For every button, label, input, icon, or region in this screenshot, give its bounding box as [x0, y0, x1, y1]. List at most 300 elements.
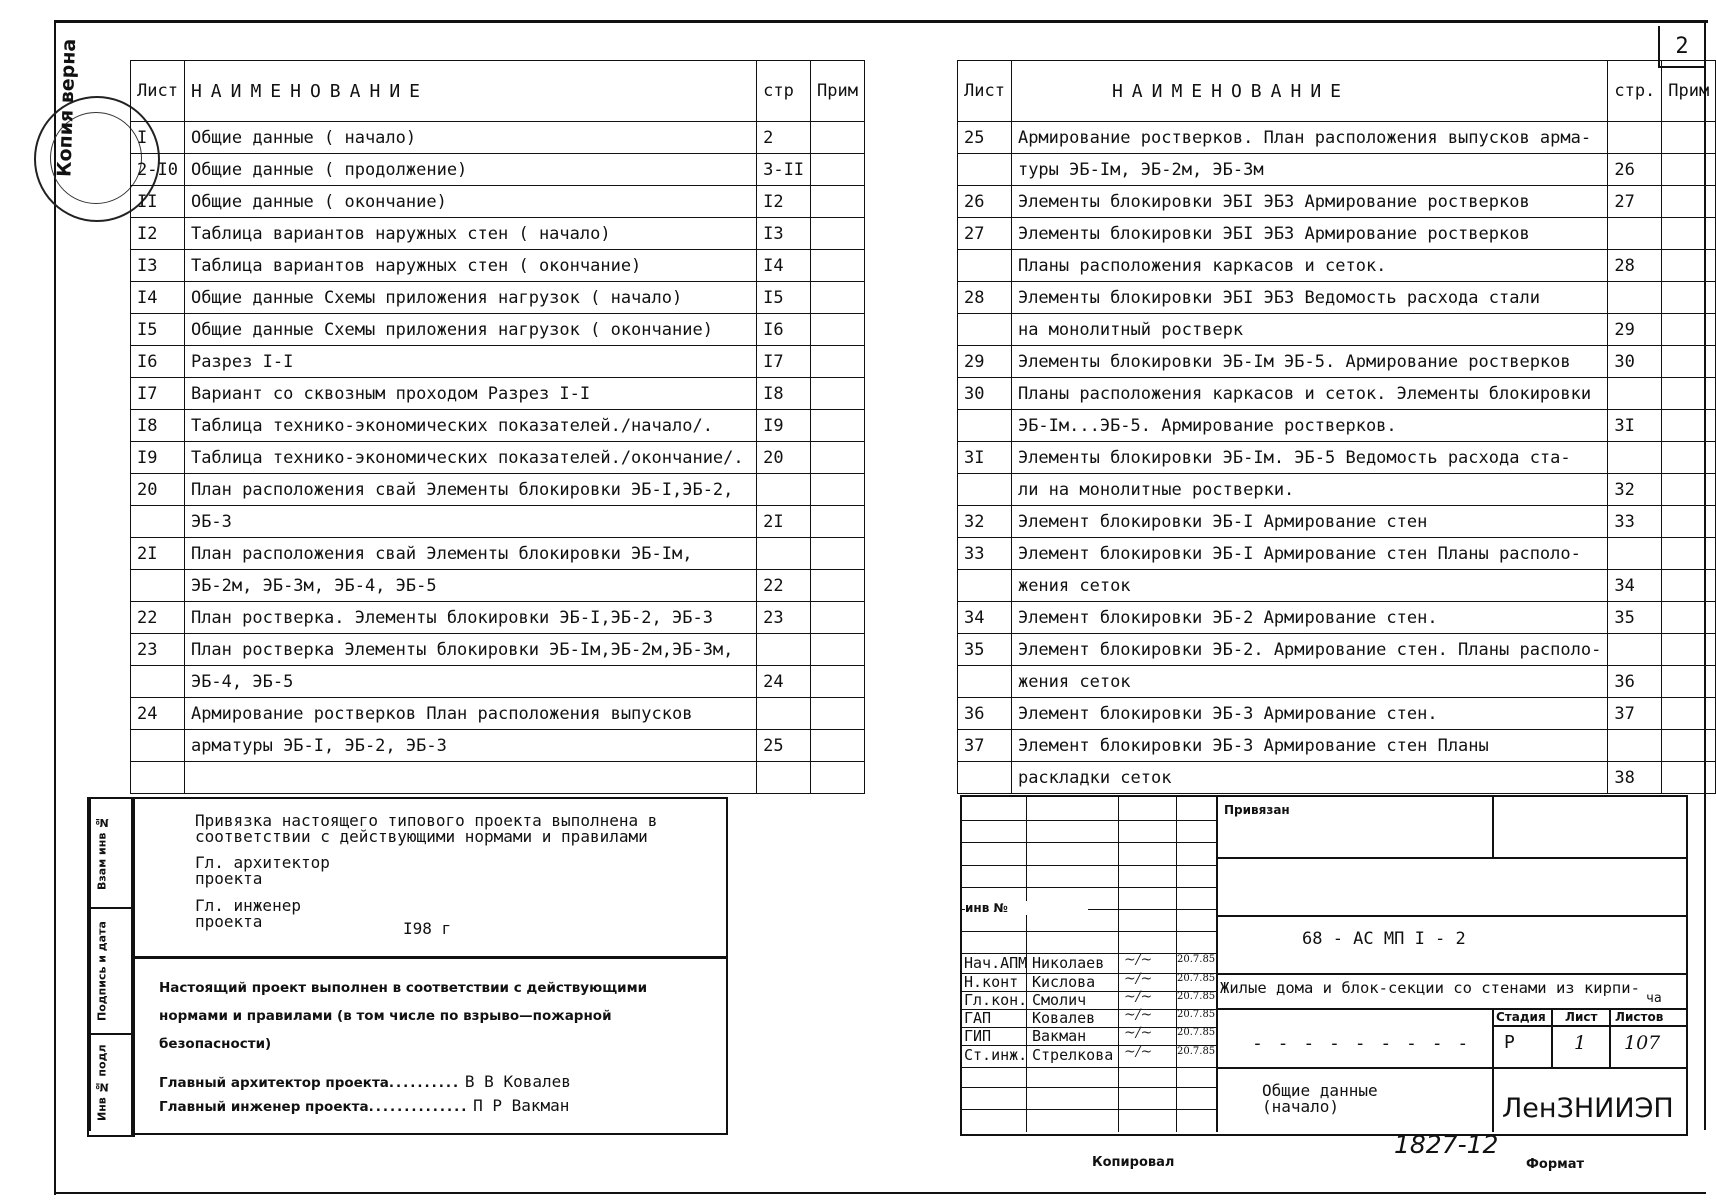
note-cell	[1662, 154, 1716, 186]
toc-row	[958, 666, 1716, 698]
note-cell	[1662, 122, 1716, 154]
sheet-number-cell: I4	[131, 282, 185, 314]
copied-by-label: Копировал	[1092, 1155, 1175, 1170]
sheet-number-cell: 23	[131, 634, 185, 666]
chief-engineer-label: Гл. инженер	[195, 896, 301, 915]
header-note: Прим	[1662, 61, 1716, 122]
page-cell: I7	[757, 346, 811, 378]
grid-line	[962, 820, 1216, 821]
sheet-number-cell: I9	[131, 442, 185, 474]
note-cell	[811, 282, 865, 314]
toc-row	[958, 634, 1716, 666]
page-cell: 2	[757, 122, 811, 154]
sheet-number-cell: 25	[958, 122, 1012, 154]
handwritten-signature: ~/~	[1124, 1025, 1153, 1041]
page-cell	[757, 698, 811, 730]
page-cell	[1608, 122, 1662, 154]
sheet-number-cell: I8	[131, 410, 185, 442]
toc-row	[958, 186, 1716, 218]
sheet-number-cell	[131, 666, 185, 698]
sheet-number-cell: 22	[131, 602, 185, 634]
title-cell: Элемент блокировки ЭБ-I Армирование стен	[1011, 506, 1607, 538]
note-cell	[1662, 666, 1716, 698]
sheet-number-cell: I6	[131, 346, 185, 378]
note-cell	[1662, 282, 1716, 314]
note-cell	[811, 250, 865, 282]
sheet-title	[1262, 1083, 1378, 1115]
title-cell: Армирование ростверков План расположения выпусков	[184, 698, 756, 730]
toc-row	[958, 378, 1716, 410]
title-cell: арматуры ЭБ-I, ЭБ-2, ЭБ-3	[184, 730, 756, 762]
grid-line	[1551, 1008, 1553, 1067]
title-cell: Разрез I-I	[184, 346, 756, 378]
handwritten-signature: ~/~	[1124, 1007, 1153, 1023]
toc-header-row	[958, 61, 1716, 122]
document-code: 68 - АС МП I - 2	[1302, 929, 1466, 949]
toc-row	[131, 346, 865, 378]
sheet-number-cell: 3I	[958, 442, 1012, 474]
toc-header-row	[131, 61, 865, 122]
sheet-number-cell: 29	[958, 346, 1012, 378]
sheets-value: 107	[1624, 1032, 1661, 1054]
year-field: I98 г	[403, 919, 452, 938]
sheet-number-cell: 32	[958, 506, 1012, 538]
title-cell: План расположения свай Элементы блокировки ЭБ-I,ЭБ-2,	[184, 474, 756, 506]
sheet-number-cell: 26	[958, 186, 1012, 218]
page-cell: 25	[757, 730, 811, 762]
note-cell	[811, 410, 865, 442]
chief-architect-label: Гл. архитектор	[195, 853, 330, 872]
page-cell: 22	[757, 570, 811, 602]
signature-name: Вакман	[1032, 1027, 1087, 1045]
page-cell	[757, 634, 811, 666]
note-cell	[1662, 506, 1716, 538]
page-cell	[757, 538, 811, 570]
label-replacement-inv: Взам инв №	[89, 799, 113, 907]
note-cell	[1662, 698, 1716, 730]
note-cell	[811, 154, 865, 186]
toc-row	[131, 410, 865, 442]
page-cell: 28	[1608, 250, 1662, 282]
page-cell	[1608, 282, 1662, 314]
compliance-note	[131, 956, 728, 1135]
title-cell: Общие данные ( окончание)	[184, 186, 756, 218]
title-cell: Таблица вариантов наружных стен ( начало)	[184, 218, 756, 250]
toc-row	[958, 602, 1716, 634]
binding-note-line2: соответствии с действующими нормами и правилами	[195, 827, 648, 846]
sheet-number-cell	[131, 730, 185, 762]
inv-number-label: инв №	[965, 901, 1088, 915]
title-cell: Планы расположения каркасов и сеток.	[1011, 250, 1607, 282]
signature-name: Ковалев	[1032, 1009, 1096, 1027]
page-cell: I3	[757, 218, 811, 250]
page-cell	[1608, 442, 1662, 474]
title-cell: на монолитный ростверк	[1011, 314, 1607, 346]
toc-row	[958, 730, 1716, 762]
title-cell: Элемент блокировки ЭБ-3 Армирование стен.	[1011, 698, 1607, 730]
signature-date: 20.7.85	[1177, 973, 1216, 984]
sheet-number-cell: I3	[131, 250, 185, 282]
toc-table-right	[957, 60, 1716, 794]
note-cell	[1662, 570, 1716, 602]
note-cell	[811, 122, 865, 154]
page-cell: 35	[1608, 602, 1662, 634]
grid-line	[962, 931, 1216, 932]
sheet-number-cell: I5	[131, 314, 185, 346]
toc-row	[131, 698, 865, 730]
title-cell: План ростверка Элементы блокировки ЭБ-Iм,ЭБ-2м,ЭБ-3м,	[184, 634, 756, 666]
chief-architect-label-2: проекта	[195, 869, 263, 888]
note-cell	[1662, 474, 1716, 506]
header-title: НАИМЕНОВАНИЕ	[184, 61, 756, 122]
sheet-number-cell: I	[131, 122, 185, 154]
note-cell	[811, 538, 865, 570]
sheets-label: Листов	[1615, 1010, 1664, 1024]
stamp-text: Копия верна	[53, 38, 81, 178]
title-cell: Таблица технико-экономических показателей./окончание/.	[184, 442, 756, 474]
title-cell: Общие данные ( продолжение)	[184, 154, 756, 186]
toc-row	[958, 154, 1716, 186]
title-cell: Элемент блокировки ЭБ-I Армирование стен Планы располо-	[1011, 538, 1607, 570]
note-cell	[811, 666, 865, 698]
toc-row	[131, 378, 865, 410]
sheet-title-line2: (начало)	[1262, 1097, 1340, 1116]
page-cell: 34	[1608, 570, 1662, 602]
title-cell: ЭБ-4, ЭБ-5	[184, 666, 756, 698]
sheet-title-line1: Общие данные	[1262, 1081, 1378, 1100]
compliance-line1: Настоящий проект выполнен в соответствии с действующими	[159, 980, 648, 996]
toc-row	[131, 314, 865, 346]
toc-row	[131, 282, 865, 314]
title-cell: Элемент блокировки ЭБ-2. Армирование стен. Планы располо-	[1011, 634, 1607, 666]
page-cell: I9	[757, 410, 811, 442]
note-cell	[811, 474, 865, 506]
toc-row	[958, 346, 1716, 378]
header-title: НАИМЕНОВАНИЕ	[1011, 61, 1607, 122]
archive-number: 1827-12	[1394, 1130, 1499, 1159]
page-cell	[1608, 218, 1662, 250]
toc-row	[958, 474, 1716, 506]
toc-row	[131, 762, 865, 794]
toc-row	[958, 538, 1716, 570]
organization-name: ЛенЗНИИЭП	[1502, 1093, 1674, 1124]
note-cell	[1662, 538, 1716, 570]
header-note: Прим	[811, 61, 865, 122]
toc-row	[131, 538, 865, 570]
sheet-number-cell: 36	[958, 698, 1012, 730]
grid-line	[1216, 797, 1218, 1132]
note-cell	[1662, 314, 1716, 346]
page-cell: 33	[1608, 506, 1662, 538]
sheet-number-cell: 35	[958, 634, 1012, 666]
page-cell: 37	[1608, 698, 1662, 730]
title-cell: Общие данные Схемы приложения нагрузок ( окончание)	[184, 314, 756, 346]
grid-line	[962, 1067, 1216, 1068]
header-sheet: Лист	[958, 61, 1012, 122]
sheet-number-cell: 30	[958, 378, 1012, 410]
toc-row	[958, 250, 1716, 282]
sheet-number-cell	[131, 506, 185, 538]
toc-row	[958, 506, 1716, 538]
sheet-number: 2	[1658, 26, 1704, 68]
note-cell	[811, 570, 865, 602]
page-cell: 32	[1608, 474, 1662, 506]
page-cell: 27	[1608, 186, 1662, 218]
title-cell: Элемент блокировки ЭБ-3 Армирование стен Планы	[1011, 730, 1607, 762]
page-cell: 36	[1608, 666, 1662, 698]
stage-value: Р	[1504, 1032, 1515, 1053]
signature-date: 20.7.85	[1177, 954, 1216, 965]
sheet-number-cell	[958, 410, 1012, 442]
grid-line	[1216, 1067, 1686, 1069]
toc-row	[131, 730, 865, 762]
toc-row	[131, 122, 865, 154]
note-cell	[1662, 602, 1716, 634]
toc-row	[131, 442, 865, 474]
sheet-number-cell	[958, 250, 1012, 282]
sheet-number-cell	[958, 666, 1012, 698]
toc-row	[958, 442, 1716, 474]
title-cell: Планы расположения каркасов и сеток. Элементы блокировки	[1011, 378, 1607, 410]
page-cell	[1608, 730, 1662, 762]
toc-row	[958, 410, 1716, 442]
binding-note	[131, 797, 728, 959]
title-cell	[184, 762, 756, 794]
page-cell: 3-II	[757, 154, 811, 186]
toc-right-body	[958, 122, 1716, 794]
chief-architect-row: Главный архитектор проекта.......... В В Ковалев	[159, 1072, 571, 1091]
grid-line	[962, 1087, 1216, 1088]
title-cell: ЭБ-Iм...ЭБ-5. Армирование ростверков.	[1011, 410, 1607, 442]
sheet-value: 1	[1574, 1032, 1587, 1054]
note-cell	[811, 698, 865, 730]
compliance-line2: нормами и правилами (в том числе по взрыво—пожарной	[159, 1008, 612, 1024]
chief-engineer-label-2: проекта	[195, 912, 263, 931]
title-cell: ЭБ-3	[184, 506, 756, 538]
grid-line	[1216, 915, 1686, 917]
toc-row	[131, 474, 865, 506]
note-cell	[1662, 634, 1716, 666]
title-cell: ЭБ-2м, ЭБ-3м, ЭБ-4, ЭБ-5	[184, 570, 756, 602]
grid-line	[962, 887, 1216, 888]
title-cell: План расположения свай Элементы блокировки ЭБ-Iм,	[184, 538, 756, 570]
note-cell	[1662, 442, 1716, 474]
chief-engineer-name: П Р Вакман	[473, 1096, 570, 1115]
grid-line	[962, 1109, 1216, 1110]
page-cell	[757, 762, 811, 794]
grid-line	[1216, 857, 1686, 859]
toc-row	[131, 218, 865, 250]
toc-row	[958, 122, 1716, 154]
signature-role: ГИП	[964, 1027, 992, 1045]
signature-date: 20.7.85	[1177, 1027, 1216, 1038]
sheet-number-cell	[958, 762, 1012, 794]
handwritten-signature: ~/~	[1124, 989, 1153, 1005]
page-cell: 20	[757, 442, 811, 474]
header-page: стр.	[1608, 61, 1662, 122]
title-cell: Армирование ростверков. План расположения выпусков арма-	[1011, 122, 1607, 154]
placeholder-dashes: - - - - - - - - -	[1252, 1033, 1471, 1054]
grid-line	[1216, 973, 1686, 975]
page-cell: 30	[1608, 346, 1662, 378]
title-cell: ли на монолитные ростверки.	[1011, 474, 1607, 506]
note-cell	[811, 634, 865, 666]
signature-name: Смолич	[1032, 991, 1087, 1009]
signature-role: Ст.инж.	[964, 1046, 1028, 1064]
title-cell: Общие данные Схемы приложения нагрузок ( начало)	[184, 282, 756, 314]
sheet-number-cell: 28	[958, 282, 1012, 314]
page-cell: I6	[757, 314, 811, 346]
chief-engineer-label: Главный инженер проекта	[159, 1099, 369, 1115]
note-cell	[1662, 218, 1716, 250]
toc-row	[958, 218, 1716, 250]
toc-row	[958, 314, 1716, 346]
page-cell	[1608, 538, 1662, 570]
note-cell	[1662, 762, 1716, 794]
note-cell	[811, 506, 865, 538]
chief-architect-name: В В Ковалев	[464, 1072, 571, 1091]
title-cell: Элемент блокировки ЭБ-2 Армирование стен.	[1011, 602, 1607, 634]
signature-date: 20.7.85	[1177, 1046, 1216, 1057]
title-cell: Вариант со сквозным проходом Разрез I-I	[184, 378, 756, 410]
toc-row	[131, 666, 865, 698]
title-cell: Элементы блокировки ЭБI ЭБ3 Армирование ростверков	[1011, 186, 1607, 218]
note-cell	[811, 730, 865, 762]
note-cell	[811, 186, 865, 218]
title-cell: Элементы блокировки ЭБ-Iм ЭБ-5. Армирование ростверков	[1011, 346, 1607, 378]
chief-architect-label: Главный архитектор проекта	[159, 1075, 389, 1091]
frame-bottom-edge	[54, 1192, 1706, 1194]
sheet-number-cell: 2-I0	[131, 154, 185, 186]
note-cell	[1662, 250, 1716, 282]
page-cell	[1608, 378, 1662, 410]
toc-row	[131, 506, 865, 538]
title-cell: Элементы блокировки ЭБ-Iм. ЭБ-5 Ведомость расхода ста-	[1011, 442, 1607, 474]
toc-row	[958, 698, 1716, 730]
page-cell: I5	[757, 282, 811, 314]
sheet-number-cell: I2	[131, 218, 185, 250]
header-page: стр	[757, 61, 811, 122]
sheet-number-cell	[131, 570, 185, 602]
signature-name: Николаев	[1032, 954, 1105, 972]
sheet-number-cell	[958, 570, 1012, 602]
sheet-number-cell	[958, 474, 1012, 506]
signature-date: 20.7.85	[1177, 991, 1216, 1002]
page-cell: I8	[757, 378, 811, 410]
note-cell	[811, 442, 865, 474]
binding-note-line1: Привязка настоящего типового проекта выполнена в	[195, 811, 658, 830]
toc-row	[131, 570, 865, 602]
label-original-inv: Инв № подл	[89, 1035, 113, 1131]
page-cell: I2	[757, 186, 811, 218]
toc-row	[131, 250, 865, 282]
sheet-number-cell	[131, 762, 185, 794]
toc-row	[958, 762, 1716, 794]
header-sheet: Лист	[131, 61, 185, 122]
page-cell: 2I	[757, 506, 811, 538]
sheet-number-cell: 20	[131, 474, 185, 506]
note-cell	[1662, 730, 1716, 762]
sheet-number-cell: 33	[958, 538, 1012, 570]
note-cell	[811, 314, 865, 346]
note-cell	[811, 218, 865, 250]
project-title-cont: ча	[1646, 991, 1662, 1006]
title-cell: Элементы блокировки ЭБI ЭБ3 Армирование ростверков	[1011, 218, 1607, 250]
page-cell: I4	[757, 250, 811, 282]
toc-row	[958, 282, 1716, 314]
stage-label: Стадия	[1496, 1010, 1546, 1024]
title-cell: жения сеток	[1011, 666, 1607, 698]
title-cell: раскладки сеток	[1011, 762, 1607, 794]
title-cell: Таблица технико-экономических показателей./начало/.	[184, 410, 756, 442]
title-cell: Таблица вариантов наружных стен ( окончание)	[184, 250, 756, 282]
toc-row	[958, 570, 1716, 602]
title-cell: Общие данные ( начало)	[184, 122, 756, 154]
note-cell	[1662, 186, 1716, 218]
title-cell: Элементы блокировки ЭБI ЭБ3 Ведомость расхода стали	[1011, 282, 1607, 314]
toc-row	[131, 634, 865, 666]
sheet-number-cell: 37	[958, 730, 1012, 762]
format-label: Формат	[1526, 1157, 1585, 1172]
note-cell	[1662, 410, 1716, 442]
note-cell	[811, 378, 865, 410]
grid-line	[1609, 1008, 1611, 1067]
title-cell: жения сеток	[1011, 570, 1607, 602]
note-cell	[811, 602, 865, 634]
toc-row	[131, 602, 865, 634]
note-cell	[1662, 378, 1716, 410]
signature-role: ГАП	[964, 1009, 992, 1027]
grid-line	[1492, 1025, 1686, 1027]
bound-label: Привязан	[1224, 803, 1290, 817]
toc-left-body	[131, 122, 865, 794]
sheet-number-cell	[958, 314, 1012, 346]
note-cell	[811, 762, 865, 794]
label-signature-date: Подпись и дата	[89, 909, 113, 1033]
sheet-number-cell: 24	[131, 698, 185, 730]
page-cell: 3I	[1608, 410, 1662, 442]
compliance-line3: безопасности)	[159, 1036, 272, 1052]
title-cell: План ростверка. Элементы блокировки ЭБ-I,ЭБ-2, ЭБ-3	[184, 602, 756, 634]
sheet-number-cell: II	[131, 186, 185, 218]
grid-line	[1492, 797, 1494, 857]
title-cell: туры ЭБ-Iм, ЭБ-2м, ЭБ-3м	[1011, 154, 1607, 186]
grid-line	[1118, 797, 1119, 1132]
signature-name: Стрелкова	[1032, 1046, 1114, 1064]
title-block	[960, 795, 1688, 1136]
page-cell: 38	[1608, 762, 1662, 794]
page-cell	[757, 474, 811, 506]
sheet-number-cell: 34	[958, 602, 1012, 634]
signature-role: Гл.кон.	[964, 991, 1028, 1009]
handwritten-signature: ~/~	[1124, 1044, 1153, 1060]
sheet-number-cell	[958, 154, 1012, 186]
sheet-label: Лист	[1565, 1010, 1598, 1024]
page-cell: 24	[757, 666, 811, 698]
signature-role: Н.конт	[964, 973, 1019, 991]
sheet-number-cell: 27	[958, 218, 1012, 250]
handwritten-signature: ~/~	[1124, 971, 1153, 987]
note-cell	[811, 346, 865, 378]
signature-name: Кислова	[1032, 973, 1096, 991]
project-title: Жилые дома и блок-секции со стенами из кирпи-	[1220, 979, 1640, 997]
page-cell: 23	[757, 602, 811, 634]
page-cell: 26	[1608, 154, 1662, 186]
toc-table-left	[130, 60, 865, 794]
page-cell	[1608, 634, 1662, 666]
toc-row	[131, 186, 865, 218]
binding-strip	[87, 797, 135, 1137]
